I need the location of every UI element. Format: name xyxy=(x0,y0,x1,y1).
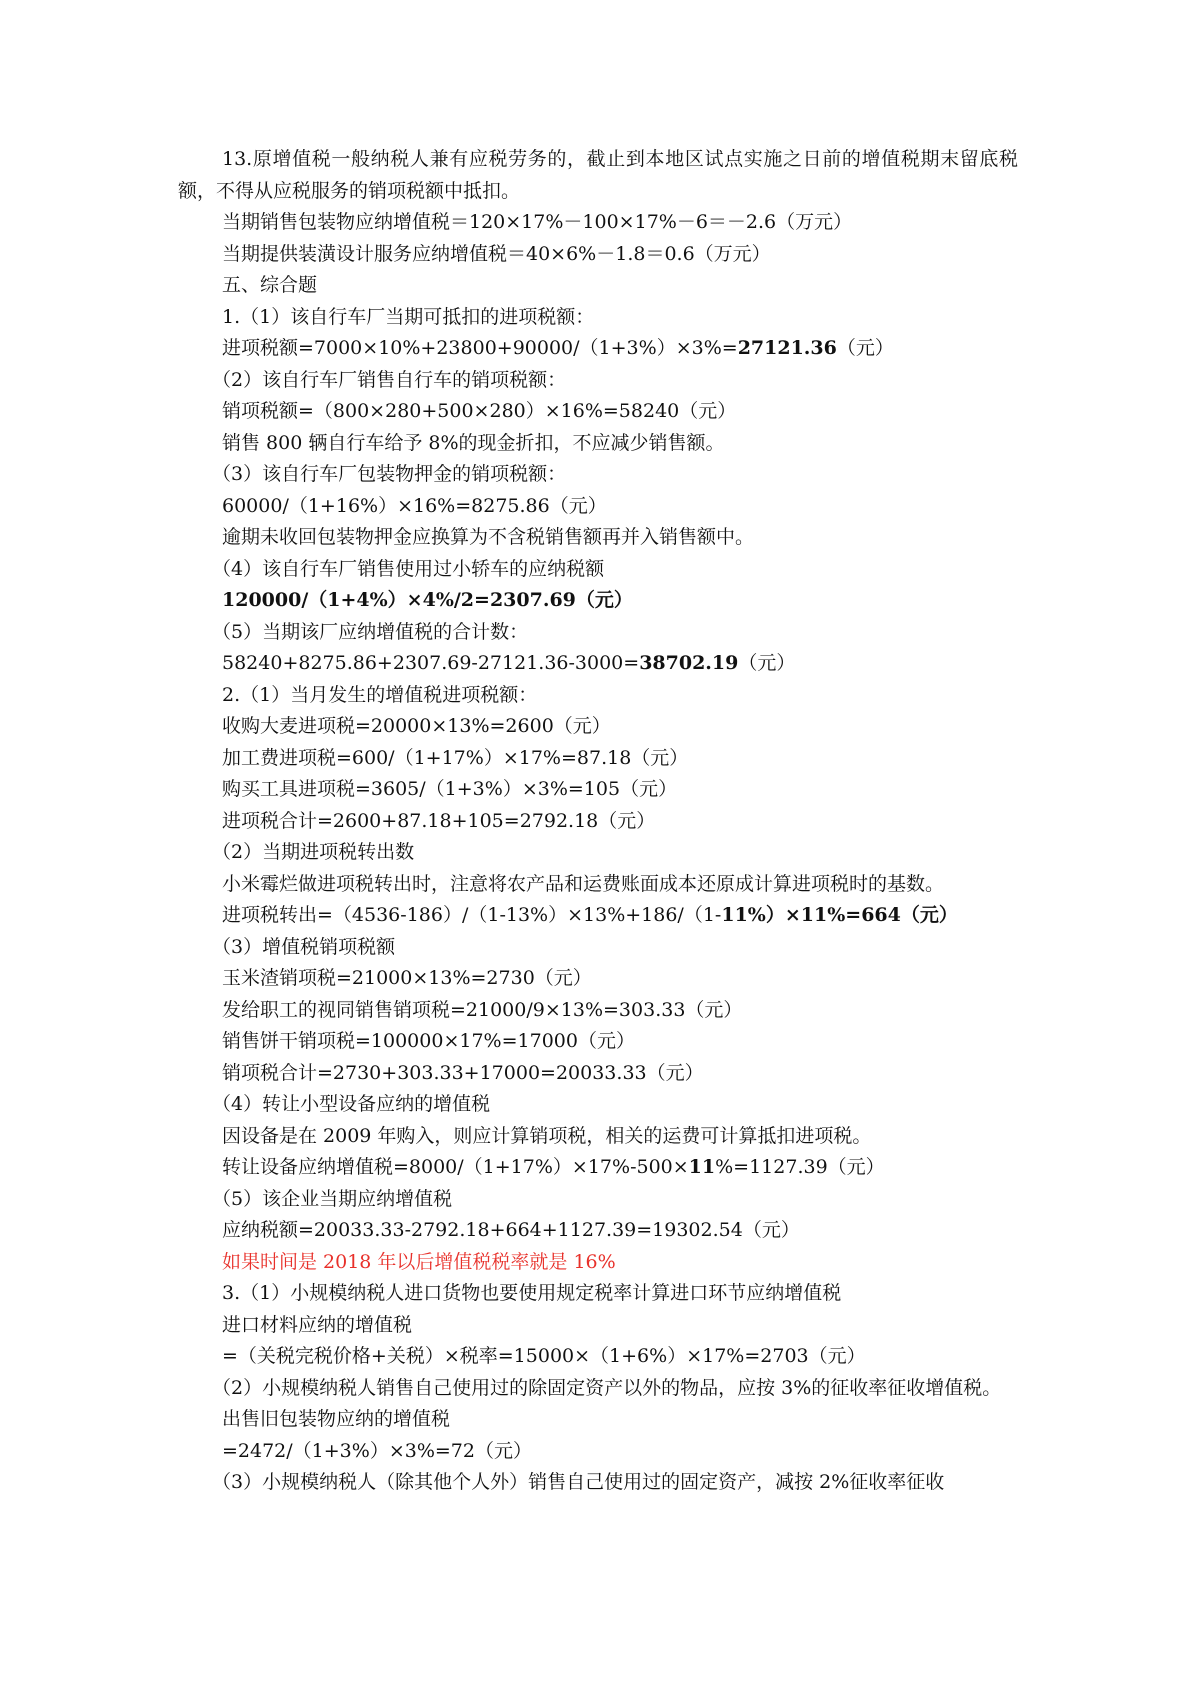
text-line: 加工费进项税=600/（1+17%）×17%=87.18（元） xyxy=(222,746,689,769)
unit-text: （元） xyxy=(836,337,894,359)
bold-result: 27121.36 xyxy=(737,337,837,359)
text-line: 销售饼干销项税=100000×17%=17000（元） xyxy=(222,1030,635,1052)
text-line: 销售 800 辆自行车给予 8%的现金折扣，不应减少销售额。 xyxy=(222,431,725,454)
text-line: 发给职工的视同销售销项税=21000/9×13%=303.33（元） xyxy=(222,998,743,1021)
formula-text: 进项税转出=（4536-186）/（1-13%）×13%+186/（1- xyxy=(222,904,722,926)
text-line: 收购大麦进项税=20000×13%=2600（元） xyxy=(222,715,611,737)
text-line xyxy=(178,900,1018,932)
bold-result: 11%）×11%=664（元） xyxy=(721,904,958,926)
paragraph-13: 13.原增值税一般纳税人兼有应税劳务的，截止到本地区试点实施之日前的增值税期末留底税额，不得从应税服务的销项税额中抵扣。 xyxy=(178,148,1018,202)
text-line: 玉米渣销项税=21000×13%=2730（元） xyxy=(222,967,592,989)
unit-text: （元） xyxy=(738,652,796,674)
sub-heading: （3）该自行车厂包装物押金的销项税额： xyxy=(212,463,567,485)
question-heading: 2.（1）当月发生的增值税进项税额： xyxy=(222,683,538,706)
text-line: 出售旧包装物应纳的增值税 xyxy=(222,1408,451,1430)
sub-heading: （5）当期该厂应纳增值税的合计数： xyxy=(212,620,529,643)
sub-heading: （5）该企业当期应纳增值税 xyxy=(212,1187,453,1210)
text-line: 进项税合计=2600+87.18+105=2792.18（元） xyxy=(222,809,656,832)
bold-formula-line: 120000/（1+4%）×4%/2=2307.69（元） xyxy=(222,589,633,611)
formula-text: 58240+8275.86+2307.69-27121.36-3000= xyxy=(222,652,640,674)
question-heading: 3.（1）小规模纳税人进口货物也要使用规定税率计算进口环节应纳增值税 xyxy=(222,1282,842,1304)
text-line: 购买工具进项税=3605/（1+3%）×3%=105（元） xyxy=(222,778,678,800)
red-note: 如果时间是 2018 年以后增值税税率就是 16% xyxy=(222,1250,616,1273)
text-line: 小米霉烂做进项税转出时，注意将农产品和运费账面成本还原成计算进项税时的基数。 xyxy=(222,872,945,895)
text-line xyxy=(178,333,1018,365)
sub-heading: （2）当期进项税转出数 xyxy=(212,841,415,863)
formula-text: 进项税额=7000×10%+23800+90000/（1+3%）×3%= xyxy=(222,337,738,359)
question-heading: 1.（1）该自行车厂当期可抵扣的进项税额： xyxy=(222,305,595,328)
section-heading: 五、综合题 xyxy=(222,274,318,296)
sub-heading: （2）该自行车厂销售自行车的销项税额： xyxy=(212,368,567,391)
text-line: 销项税额=（800×280+500×280）×16%=58240（元） xyxy=(222,400,737,422)
unit-text: %=1127.39（元） xyxy=(715,1156,885,1178)
text-line: 60000/（1+16%）×16%=8275.86（元） xyxy=(222,494,607,517)
document-body xyxy=(178,144,1018,1499)
text-line: 逾期未收回包装物押金应换算为不含税销售额再并入销售额中。 xyxy=(222,526,755,548)
text-line: 应纳税额=20033.33-2792.18+664+1127.39=19302.54（元） xyxy=(222,1219,800,1241)
bold-result: 38702.19 xyxy=(639,652,739,674)
sub-heading: （3）小规模纳税人（除其他个人外）销售自己使用过的固定资产，减按 2%征收率征收 xyxy=(212,1471,945,1493)
text-line: 因设备是在 2009 年购入，则应计算销项税，相关的运费可计算抵扣进项税。 xyxy=(222,1124,872,1147)
paragraph-sub-2: （2）小规模纳税人销售自己使用过的除固定资产以外的物品，应按 3%的征收率征收增值税。 xyxy=(212,1376,1002,1399)
text-line: =2472/（1+3%）×3%=72（元） xyxy=(222,1439,532,1462)
text-line: 进口材料应纳的增值税 xyxy=(222,1313,413,1336)
formula-text: 转让设备应纳增值税=8000/（1+17%）×17%-500× xyxy=(222,1156,689,1178)
text-line: =（关税完税价格+关税）×税率=15000×（1+6%）×17%=2703（元） xyxy=(222,1345,866,1367)
text-line xyxy=(178,648,1018,680)
bold-result: 11 xyxy=(688,1156,716,1178)
text-line: 当期提供装潢设计服务应纳增值税＝40×6%－1.8＝0.6（万元） xyxy=(222,242,771,265)
sub-heading: （3）增值税销项税额 xyxy=(212,935,396,958)
sub-heading: （4）该自行车厂销售使用过小轿车的应纳税额 xyxy=(212,557,605,580)
text-line xyxy=(178,1152,1018,1184)
text-line: 销项税合计=2730+303.33+17000=20033.33（元） xyxy=(222,1061,704,1084)
sub-heading: （4）转让小型设备应纳的增值税 xyxy=(212,1093,491,1115)
text-line: 当期销售包装物应纳增值税＝120×17%－100×17%－6＝－2.6（万元） xyxy=(222,211,853,233)
